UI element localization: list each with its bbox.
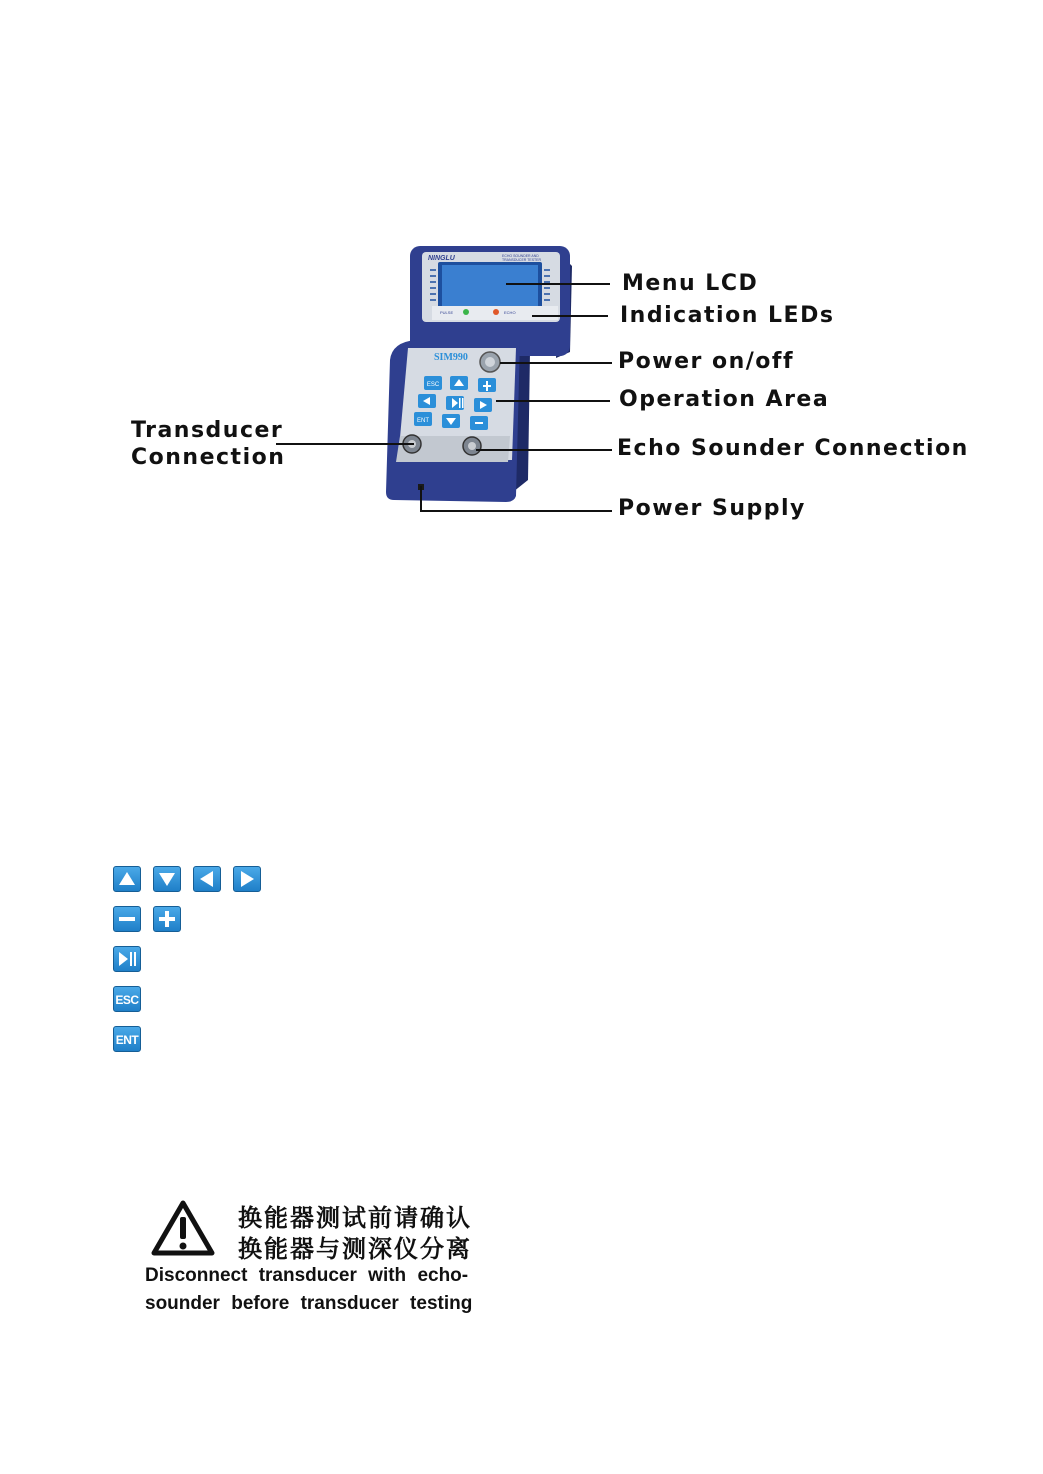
echo-label: ECHO xyxy=(504,310,516,315)
right-arrow-icon xyxy=(233,866,261,892)
esc-key-icon xyxy=(113,986,141,1012)
device-illustration xyxy=(380,240,580,510)
echo-led xyxy=(493,309,499,315)
esc-key-label: ESC xyxy=(115,993,139,1007)
warning-en-line2: sounder before transducer testing xyxy=(145,1293,473,1314)
ent-key-label: ENT xyxy=(115,1033,139,1047)
power-supply-label: Power Supply xyxy=(618,496,806,521)
operation-area-label: Operation Area xyxy=(619,387,830,412)
indication-leds-leader xyxy=(532,315,608,317)
menu-lcd-leader xyxy=(506,283,610,285)
brand-text: NINGLU xyxy=(428,255,455,262)
menu-lcd-label: Menu LCD xyxy=(622,271,759,296)
key-legend xyxy=(113,866,273,1056)
plus-icon xyxy=(153,906,181,932)
echo-connection-leader xyxy=(476,449,612,451)
operation-area-leader xyxy=(496,400,610,402)
echo-sounder-connection-label: Echo Sounder Connection xyxy=(617,436,969,461)
warning-triangle-icon xyxy=(150,1199,216,1257)
transducer-connection-label-line2: Connection xyxy=(131,445,286,470)
left-arrow-icon xyxy=(193,866,221,892)
power-supply-leader-vertical xyxy=(420,486,422,512)
lcd-screen xyxy=(442,265,538,307)
power-leader xyxy=(500,362,612,364)
svg-text:ENT: ENT xyxy=(417,418,429,424)
transducer-connection-label-line1: Transducer xyxy=(131,418,284,443)
model-text: SIM990 xyxy=(434,352,468,363)
up-arrow-icon xyxy=(113,866,141,892)
pulse-led xyxy=(463,309,469,315)
device-drawing xyxy=(380,240,580,510)
transducer-leader xyxy=(276,443,414,445)
indication-leds-label: Indication LEDs xyxy=(620,303,835,328)
warning-cn-line2: 换能器与测深仪分离 xyxy=(238,1235,472,1263)
power-on-off-label: Power on/off xyxy=(618,349,795,374)
svg-text:ESC: ESC xyxy=(426,382,440,388)
ent-key-icon xyxy=(113,1026,141,1052)
pulse-label: PULSE xyxy=(440,310,454,315)
device-header-line1: ECHO SOUNDER AND xyxy=(502,254,539,258)
warning-cn-line1: 换能器测试前请确认 xyxy=(238,1204,472,1232)
down-arrow-icon xyxy=(153,866,181,892)
play-pause-icon xyxy=(113,946,141,972)
minus-icon xyxy=(113,906,141,932)
device-header-line2: TRANSDUCER TESTER xyxy=(502,258,542,262)
power-supply-leader xyxy=(420,510,612,512)
warning-en-line1: Disconnect transducer with echo- xyxy=(145,1265,469,1286)
